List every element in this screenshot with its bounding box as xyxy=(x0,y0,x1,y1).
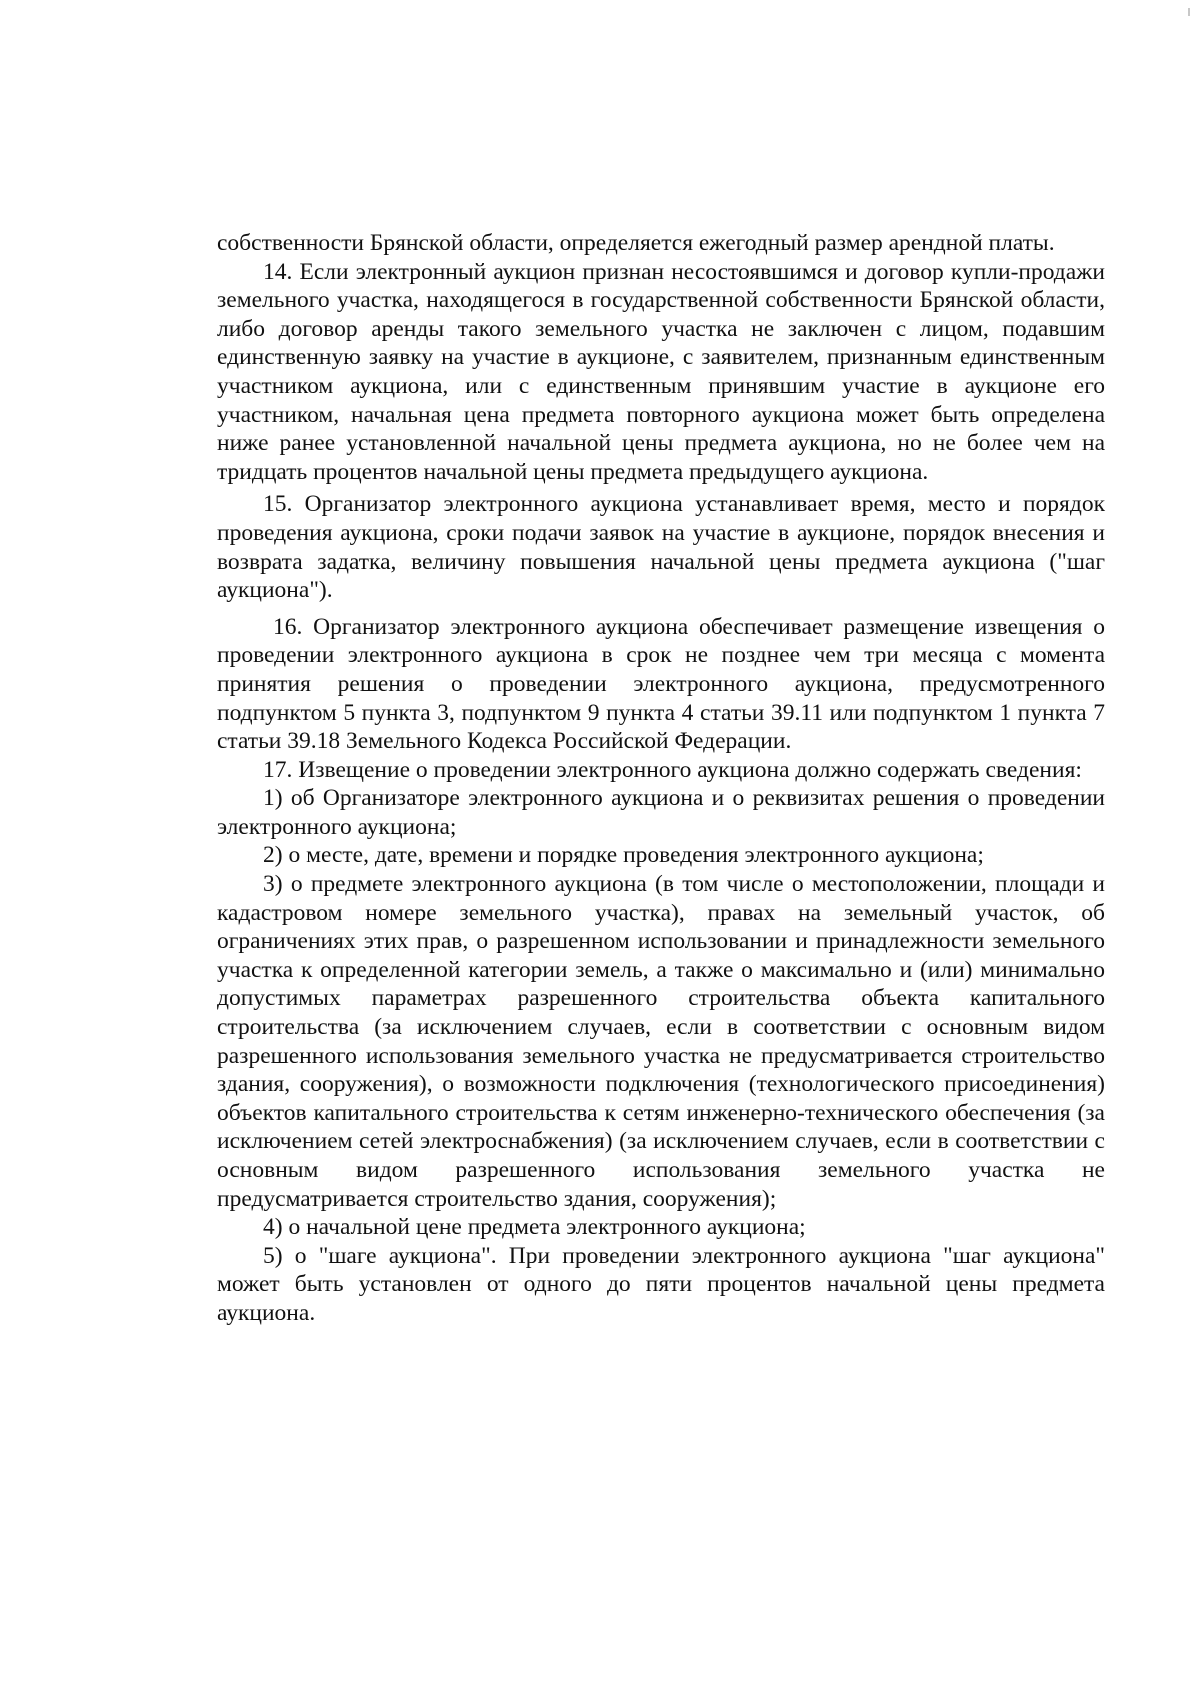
scan-mark xyxy=(1188,8,1190,16)
paragraph-14: 14. Если электронный аукцион признан несостоявшимся и договор купли-продажи земельного участка, находящегося в государственной собственности Брянской области, либо договор аренды такого земельного участка не заключен с лицом, подавшим единственную заявку на участие в аукционе, с заявителем, признанным единственным участником аукциона, или с единственным принявшим участие в аукционе его участником, начальная цена предмета повторного аукциона может быть определена ниже ранее установленной начальной цены предмета аукциона, но не более чем на тридцать процентов начальной цены предмета предыдущего аукциона. xyxy=(217,258,1105,485)
paragraph-continuation: собственности Брянской области, определяется ежегодный размер арендной платы. xyxy=(217,230,1055,256)
list-item-3: 3) о предмете электронного аукциона (в том числе о местоположении, площади и кадастровом номере земельного участка), правах на земельный участок, об ограничениях этих прав, о разрешенном использовании и принадлежности земельного участка к определенной категории земель, а также о максимально и (или) минимально допустимых параметрах разрешенного строительства объекта капитального строительства (за исключением случаев, если в соответствии с основным видом разрешенного использования земельного участка не предусматривается строительство здания, сооружения), о возможности подключения (технологического присоединения) объектов капитального строительства к сетям инженерно-технического обеспечения (за исключением сетей электроснабжения) (за исключением случаев, если в соответствии с основным видом разрешенного использования земельного участка не предусматривается строительство здания, сооружения); xyxy=(217,871,1105,1212)
paragraph-17: 17. Извещение о проведении электронного аукциона должно содержать сведения: xyxy=(263,756,1082,783)
document-body xyxy=(217,229,1105,1328)
list-item-1: 1) об Организаторе электронного аукциона и о реквизитах решения о проведении электронного аукциона; xyxy=(217,785,1105,840)
list-item-2: 2) о месте, дате, времени и порядке проведения электронного аукциона; xyxy=(263,842,984,869)
list-item-5: 5) о "шаге аукциона". При проведении электронного аукциона "шаг аукциона" может быть установлен от одного до пяти процентов начальной цены предмета аукциона. xyxy=(217,1242,1105,1326)
paragraph-16: 16. Организатор электронного аукциона обеспечивает размещение извещения о проведении электронного аукциона в срок не позднее чем три месяца с момента принятия решения о проведении электронного аукциона, предусмотренного подпунктом 5 пункта 3, подпунктом 9 пункта 4 статьи 39.11 или подпунктом 1 пункта 7 статьи 39.18 Земельного Кодекса Российской Федерации. xyxy=(217,613,1105,755)
list-item-4: 4) о начальной цене предмета электронного аукциона; xyxy=(263,1214,806,1241)
paragraph-15: 15. Организатор электронного аукциона устанавливает время, место и порядок проведения аукциона, сроки подачи заявок на участие в аукционе, порядок внесения и возврата задатка, величину повышения начальной цены предмета аукциона ("шаг аукциона"). xyxy=(217,491,1105,604)
